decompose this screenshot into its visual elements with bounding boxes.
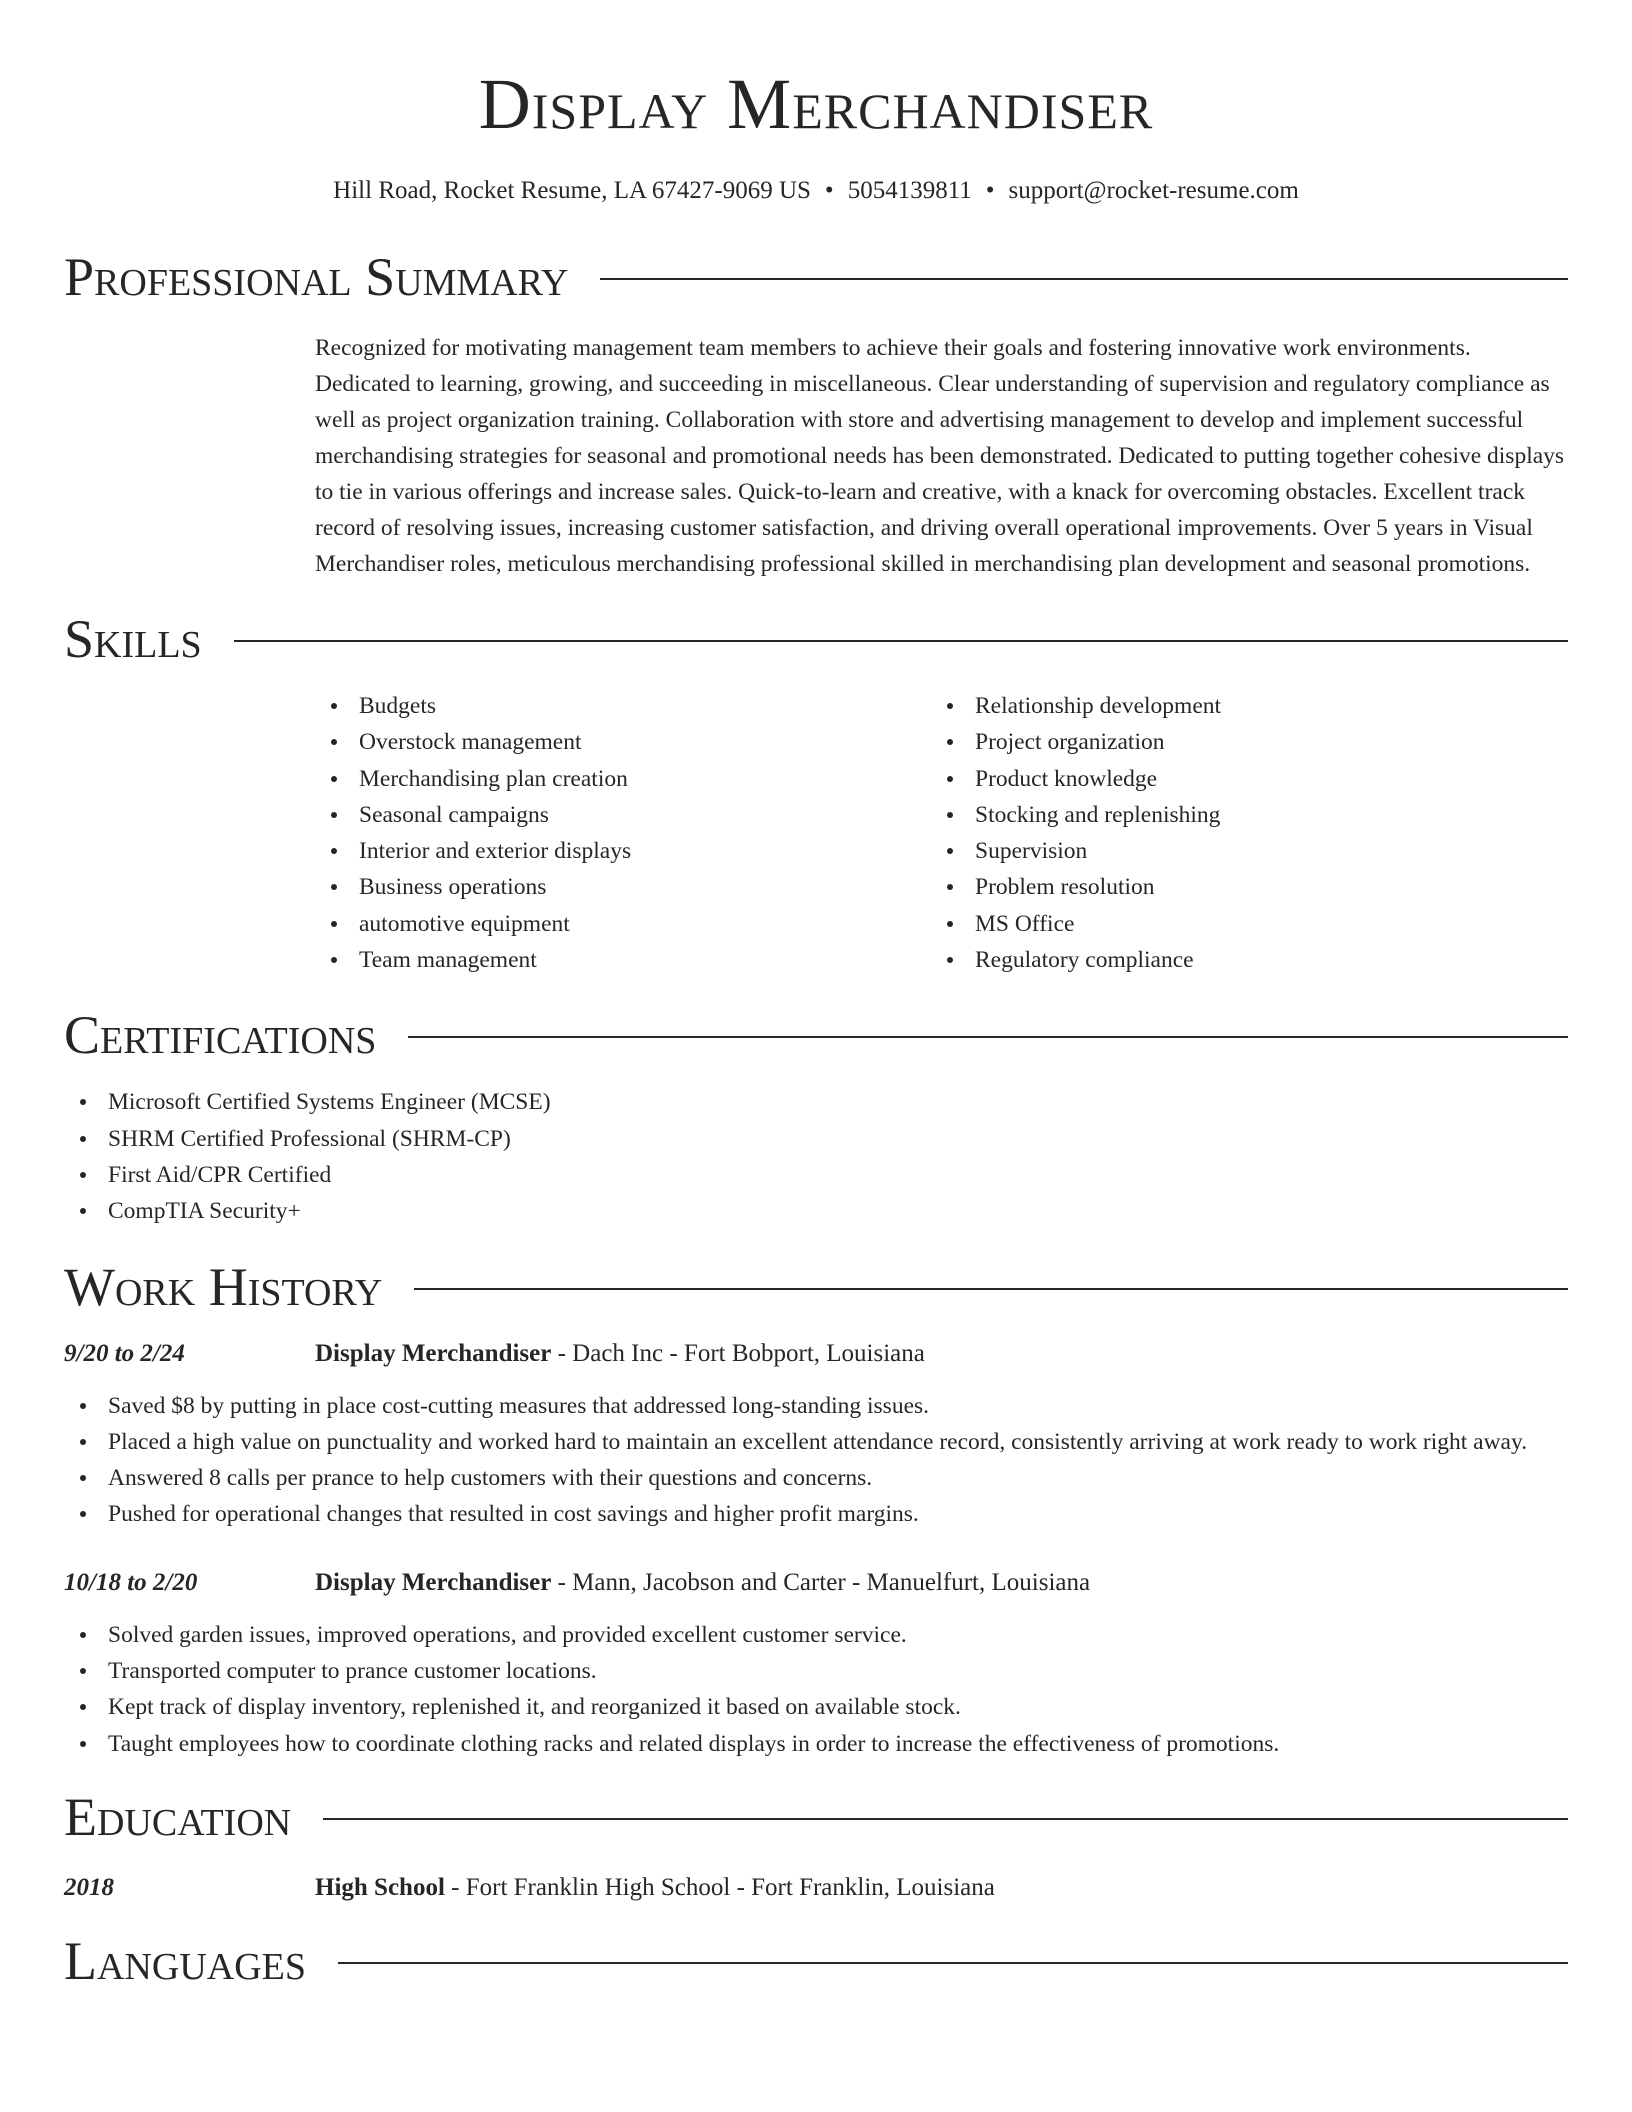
job-dates: 9/20 to 2/24 <box>64 1339 185 1367</box>
section-title-skills: Skills <box>64 609 202 669</box>
job-bullet: Taught employees how to coordinate clothing racks and related displays in order to increase the effectiveness of promotions. <box>64 1726 1568 1762</box>
job-bullet: Transported computer to prance customer locations. <box>64 1653 1568 1689</box>
job-bullet: Placed a high value on punctuality and worked hard to maintain an excellent attendance record, consistently arriving at work ready to work right away. <box>64 1424 1568 1460</box>
skill-item: Team management <box>315 942 931 978</box>
job-heading <box>315 1567 1090 1599</box>
job-dates: 10/18 to 2/20 <box>64 1568 198 1596</box>
section-divider <box>338 1962 1568 1964</box>
job-bullet: Pushed for operational changes that resulted in cost savings and higher profit margins. <box>64 1496 1568 1532</box>
summary-section-header <box>64 247 1568 307</box>
skills-list <box>315 688 1568 978</box>
summary-text: Recognized for motivating management team members to achieve their goals and fostering innovative work environments. Dedicated to learning, growing, and succeeding in miscellaneous. Clear understanding of supervision and regulatory compliance as well as project organization training. Collaboration with store and advertising management to develop and implement successful merchandising strategies for seasonal and promotional needs has been demonstrated. Dedicated to putting together cohesive displays to tie in various offerings and increase sales. Quick-to-learn and creative, with a knack for overcoming obstacles. Excellent track record of resolving issues, increasing customer satisfaction, and driving overall operational improvements. Over 5 years in Visual Merchandiser roles, meticulous merchandising professional skilled in merchandising plan development and seasonal promotions. <box>315 335 1565 577</box>
skill-item: Supervision <box>931 833 1547 869</box>
section-title-education: Education <box>64 1786 292 1847</box>
education-section-header <box>64 1786 1568 1847</box>
job-bullet: Saved $8 by putting in place cost-cutting measures that addressed long-standing issues. <box>64 1388 1568 1424</box>
section-divider <box>323 1818 1568 1820</box>
section-divider <box>408 1036 1568 1038</box>
job-bullets <box>64 1617 1568 1762</box>
job-employer: - Dach Inc - Fort Bobport, Louisiana <box>551 1339 925 1367</box>
section-divider <box>600 278 1568 280</box>
job-bullet: Solved garden issues, improved operations, and provided excellent customer service. <box>64 1617 1568 1653</box>
job-entry-header <box>64 1338 1568 1370</box>
skill-item: Merchandising plan creation <box>315 761 931 797</box>
job-heading <box>315 1338 925 1370</box>
skill-item: Relationship development <box>931 688 1547 724</box>
skill-item: Regulatory compliance <box>931 942 1547 978</box>
skills-column-left <box>315 688 931 978</box>
skill-item: MS Office <box>931 906 1547 942</box>
job-title: Display Merchandiser <box>315 1568 552 1596</box>
contact-line <box>64 176 1568 206</box>
contact-email: support@rocket-resume.com <box>1008 177 1299 204</box>
skill-item: Budgets <box>315 688 931 724</box>
job-employer: - Mann, Jacobson and Carter - Manuelfurt, Louisiana <box>551 1568 1091 1596</box>
languages-section-header <box>64 1930 1568 1991</box>
section-title-languages: Languages <box>64 1930 306 1991</box>
skill-item: Overstock management <box>315 724 931 760</box>
section-title-summary: Professional Summary <box>64 247 569 307</box>
skill-item: Business operations <box>315 869 931 905</box>
education-entry <box>64 1872 1568 1904</box>
skill-item: Product knowledge <box>931 761 1547 797</box>
certification-item: CompTIA Security+ <box>64 1193 1568 1229</box>
skill-item: Stocking and replenishing <box>931 797 1547 833</box>
skill-item: automotive equipment <box>315 906 931 942</box>
work-history-section-header <box>64 1256 1568 1317</box>
certification-item: Microsoft Certified Systems Engineer (MCSE) <box>64 1084 1568 1120</box>
contact-phone: 5054139811 <box>847 177 972 204</box>
education-school: - Fort Franklin High School - Fort Franklin, Louisiana <box>444 1873 995 1901</box>
job-title: Display Merchandiser <box>315 1339 552 1367</box>
candidate-name: Display Merchandiser <box>478 64 1154 144</box>
education-heading <box>315 1872 995 1904</box>
job-entry-header <box>64 1567 1568 1599</box>
contact-address: Hill Road, Rocket Resume, LA 67427-9069 US <box>333 177 811 204</box>
contact-separator: • <box>824 177 834 204</box>
education-year: 2018 <box>64 1873 114 1901</box>
section-divider <box>414 1288 1568 1290</box>
skill-item: Seasonal campaigns <box>315 797 931 833</box>
section-title-certifications: Certifications <box>64 1005 377 1066</box>
certification-item: First Aid/CPR Certified <box>64 1157 1568 1193</box>
skill-item: Interior and exterior displays <box>315 833 931 869</box>
job-bullet: Kept track of display inventory, replenished it, and reorganized it based on available stock. <box>64 1689 1568 1725</box>
contact-separator: • <box>985 177 995 204</box>
skills-column-right <box>931 688 1547 978</box>
certifications-section-header <box>64 1005 1568 1066</box>
skills-section-header <box>64 609 1568 669</box>
job-bullet: Answered 8 calls per prance to help customers with their questions and concerns. <box>64 1460 1568 1496</box>
education-degree: High School <box>315 1873 445 1901</box>
section-divider <box>234 640 1568 642</box>
section-title-work-history: Work History <box>64 1256 383 1317</box>
certification-item: SHRM Certified Professional (SHRM-CP) <box>64 1121 1568 1157</box>
skill-item: Project organization <box>931 724 1547 760</box>
certifications-list <box>64 1084 1568 1229</box>
job-bullets <box>64 1388 1568 1533</box>
skill-item: Problem resolution <box>931 869 1547 905</box>
